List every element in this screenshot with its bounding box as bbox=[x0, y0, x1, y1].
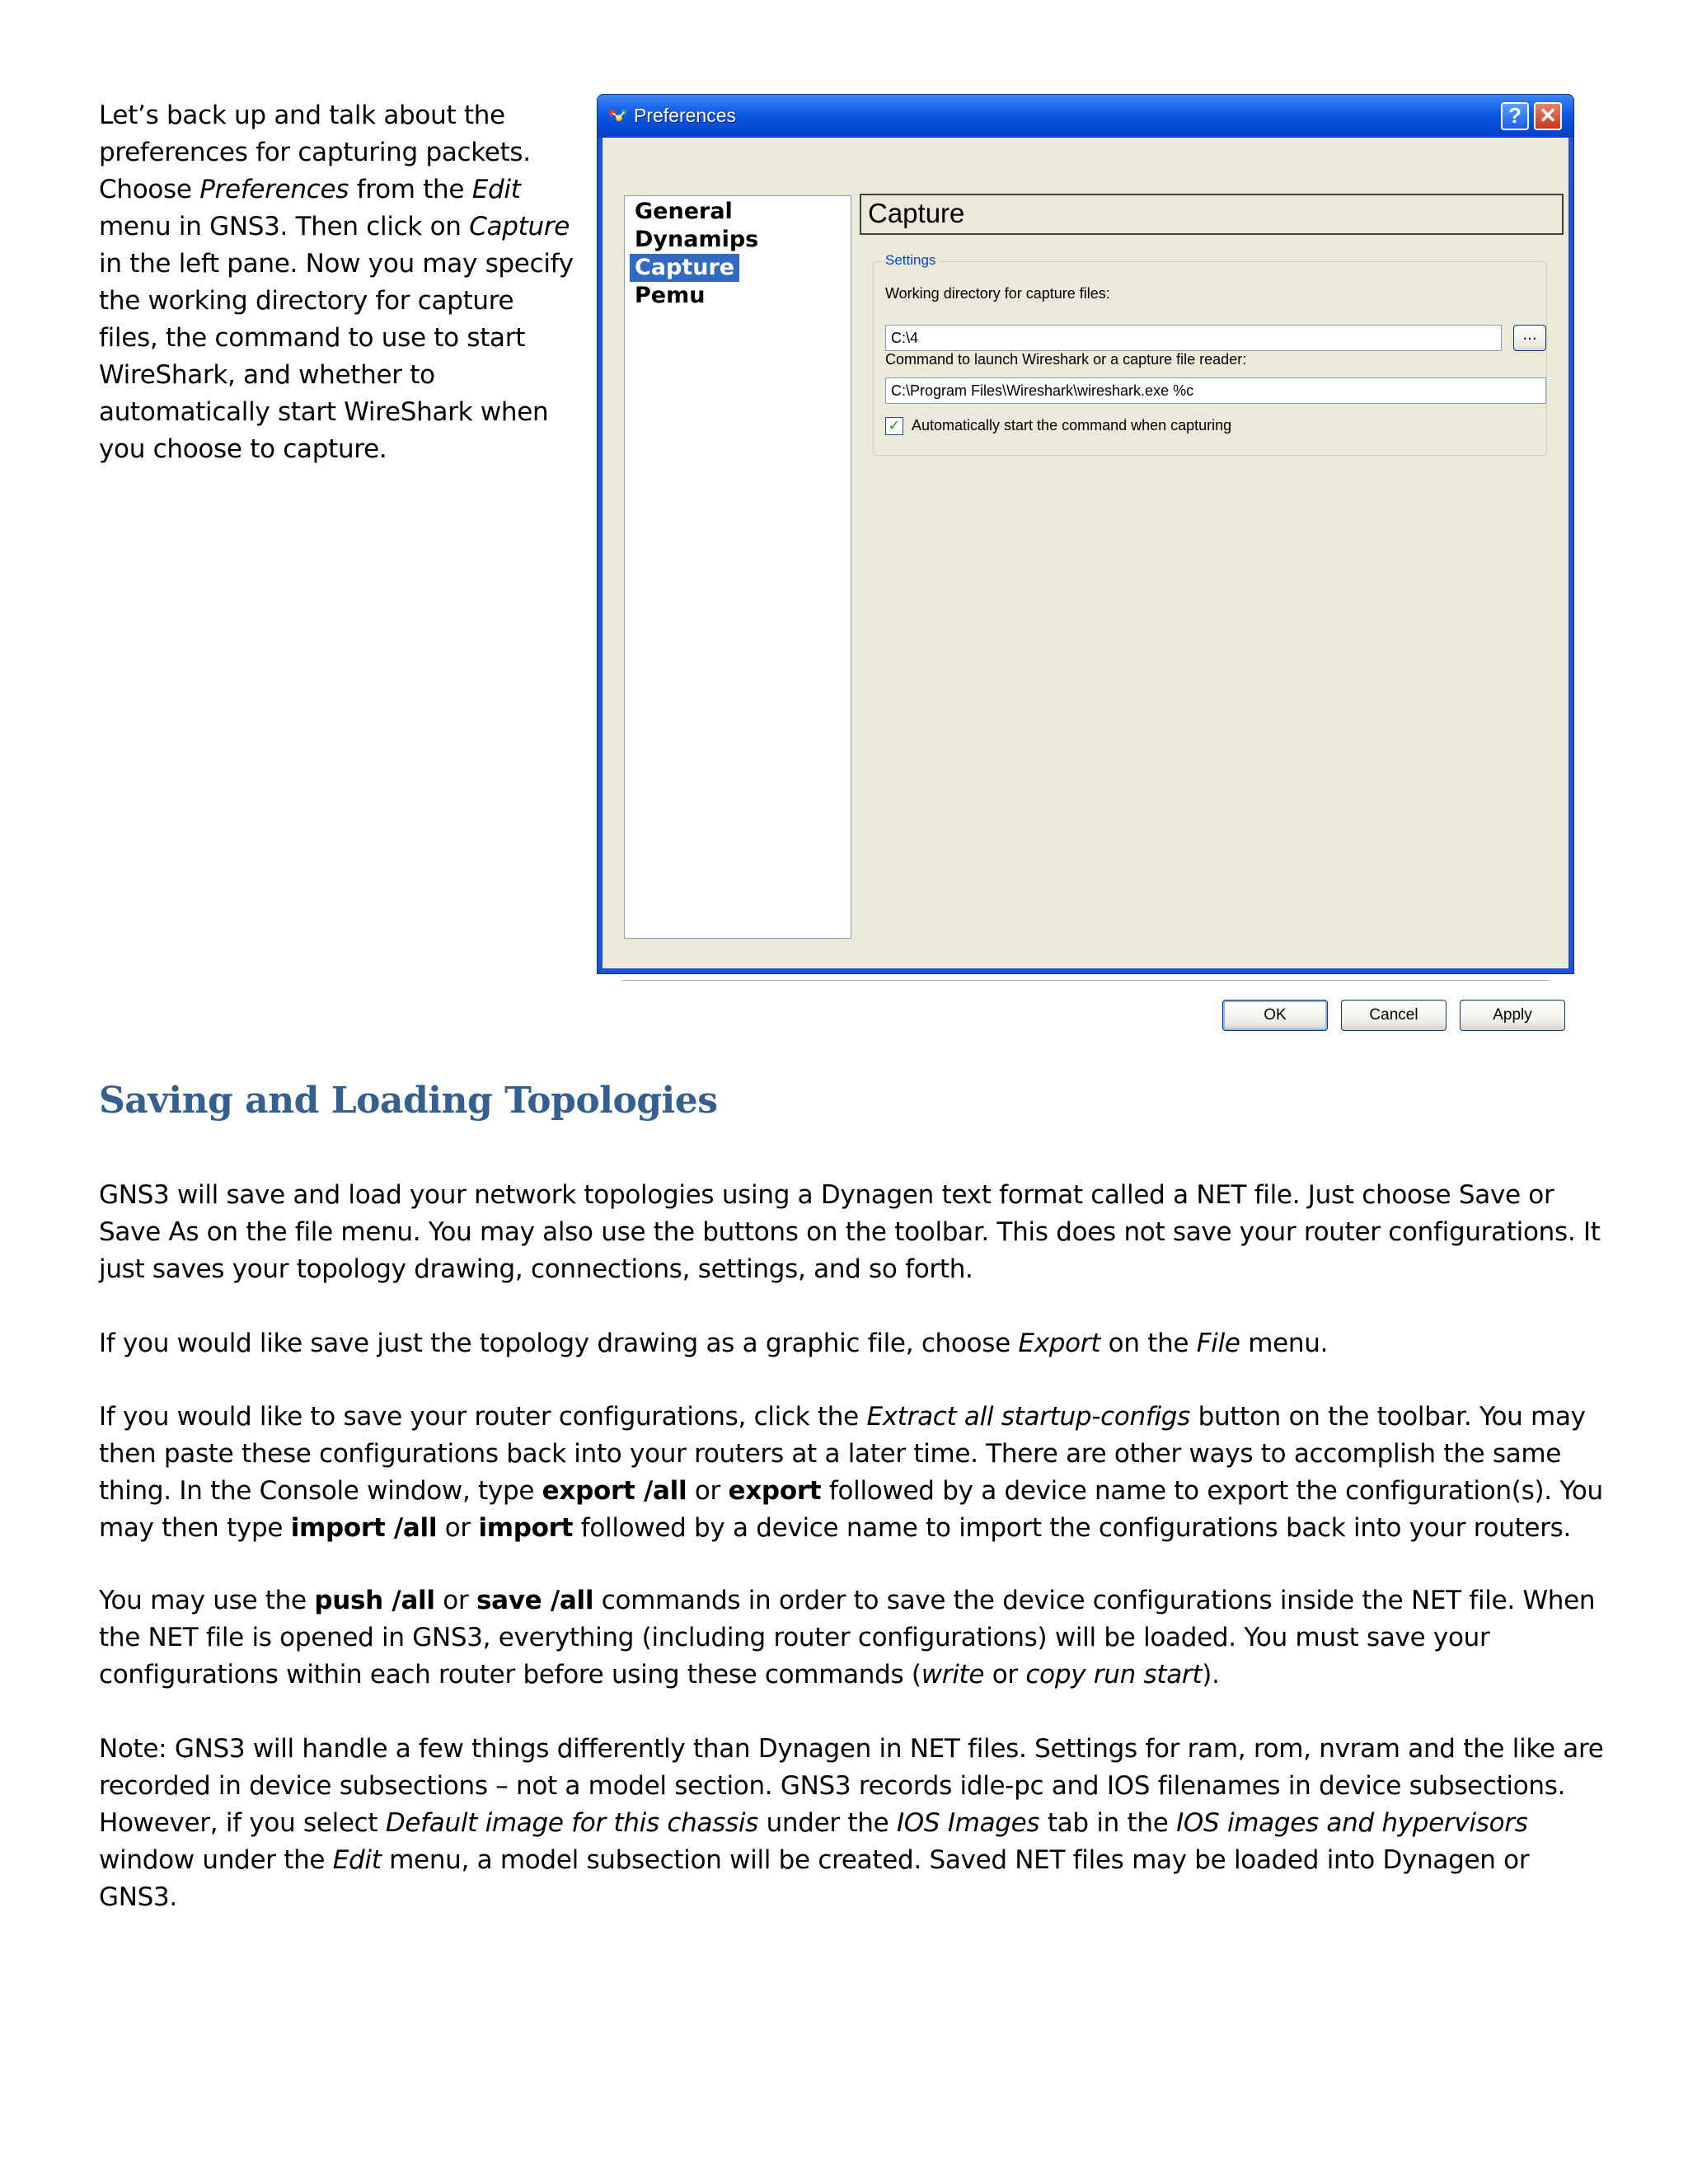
checkmark-icon: ✓ bbox=[888, 417, 901, 434]
paragraph-text: commands in order to save the device configurations inside the NET file. When the NET file is opened in GNS3, everything (including router configurations) will be loaded. You must save your configurations within each router before using these commands ( bbox=[99, 1586, 1596, 1690]
intro-paragraph bbox=[99, 97, 577, 468]
nav-item-dynamips[interactable]: Dynamips bbox=[635, 227, 759, 252]
paragraph-text: ). bbox=[1202, 1660, 1220, 1690]
paragraph-export bbox=[99, 1325, 1607, 1362]
close-icon: ✕ bbox=[1539, 103, 1557, 128]
cancel-button[interactable]: Cancel bbox=[1341, 1000, 1447, 1031]
intro-text: from the bbox=[349, 175, 472, 204]
browse-button[interactable]: ... bbox=[1513, 325, 1546, 351]
workdir-label: Working directory for capture files: bbox=[885, 285, 1110, 302]
paragraph-router-configs bbox=[99, 1399, 1607, 1547]
intro-text: Let’s back up and talk about the preferences for capturing packets. Choose bbox=[99, 101, 531, 204]
paragraph-text: followed by a device name to import the configurations back into your routers. bbox=[573, 1513, 1572, 1543]
paragraph-text: followed by a device name to export the configuration(s). You may then type bbox=[99, 1476, 1603, 1543]
paragraph-text: tab in the bbox=[1039, 1808, 1177, 1838]
paragraph-text: You may use the bbox=[99, 1586, 315, 1615]
paragraph-note bbox=[99, 1731, 1607, 1916]
paragraph-text: on the bbox=[1100, 1329, 1197, 1358]
export-term: Export bbox=[1018, 1329, 1101, 1358]
paragraph-text: or bbox=[984, 1660, 1026, 1690]
ios-images-term: IOS Images bbox=[896, 1808, 1040, 1838]
paragraph-text: If you would like to save your router configurations, click the bbox=[99, 1402, 867, 1432]
copy-run-start-term: copy run start bbox=[1025, 1660, 1203, 1690]
edit-term: Edit bbox=[332, 1845, 382, 1875]
nav-item-capture[interactable]: Capture bbox=[630, 254, 739, 282]
dialog-titlebar[interactable] bbox=[598, 95, 1573, 138]
ok-button[interactable]: OK bbox=[1222, 1000, 1328, 1031]
ios-hypervisors-term: IOS images and hypervisors bbox=[1176, 1808, 1528, 1838]
dialog-title: Preferences bbox=[634, 105, 737, 126]
paragraph-text: menu. bbox=[1240, 1329, 1329, 1358]
section-heading: Saving and Loading Topologies bbox=[99, 1080, 718, 1122]
apply-button[interactable]: Apply bbox=[1460, 1000, 1565, 1031]
paragraph-text: button on the toolbar. You may then paste these configurations back into your routers at a later time. There are other ways to accomplish the same thing. In the Console window, type bbox=[99, 1402, 1586, 1506]
help-button[interactable] bbox=[1501, 102, 1529, 130]
intro-preferences-term: Preferences bbox=[199, 175, 349, 204]
command-import-all: import /all bbox=[290, 1513, 438, 1543]
intro-text: in the left pane. Now you may specify the working directory for capture files, the command to use to start WireShark, and whether to automatically start WireShark when you choose to capture. bbox=[99, 249, 574, 464]
paragraph-text: Note: GNS3 will handle a few things differently than Dynagen in NET files. Settings for ram, rom, nvram and the like are recorded in device subsections – not a model section. GNS3 records idle-pc and IOS filenames in device subsections. However, if you select bbox=[99, 1734, 1604, 1838]
command-input[interactable]: C:\Program Files\Wireshark\wireshark.exe %c bbox=[885, 377, 1546, 404]
paragraph-text: under the bbox=[758, 1808, 897, 1838]
intro-edit-term: Edit bbox=[471, 175, 521, 204]
command-export-all: export /all bbox=[542, 1476, 687, 1506]
intro-text: menu in GNS3. Then click on bbox=[99, 212, 470, 241]
autostart-checkbox[interactable] bbox=[885, 417, 903, 435]
command-push-all: push /all bbox=[314, 1586, 435, 1615]
command-save-all: save /all bbox=[476, 1586, 594, 1615]
help-icon: ? bbox=[1508, 103, 1522, 128]
settings-group-label: Settings bbox=[882, 252, 939, 269]
paragraph-text: or bbox=[687, 1476, 729, 1506]
default-image-term: Default image for this chassis bbox=[385, 1808, 759, 1838]
settings-group bbox=[873, 252, 1547, 456]
preferences-dialog bbox=[597, 94, 1574, 1024]
nav-item-pemu[interactable]: Pemu bbox=[635, 283, 706, 308]
dialog-client-area bbox=[603, 138, 1568, 1024]
paragraph-text: or bbox=[437, 1513, 479, 1543]
preferences-nav-list bbox=[624, 195, 851, 939]
paragraph-text: window under the bbox=[99, 1845, 333, 1875]
paragraph-push-save bbox=[99, 1582, 1607, 1694]
file-term: File bbox=[1196, 1329, 1240, 1358]
preferences-app-icon bbox=[607, 106, 629, 124]
paragraph-text: If you would like save just the topology drawing as a graphic file, choose bbox=[99, 1329, 1019, 1358]
page-title: Capture bbox=[860, 194, 1564, 235]
paragraph-text: menu, a model subsection will be created. Saved NET files may be loaded into Dynagen or GNS3. bbox=[99, 1845, 1530, 1912]
intro-capture-term: Capture bbox=[469, 212, 570, 241]
button-separator bbox=[622, 980, 1549, 982]
write-term: write bbox=[921, 1660, 985, 1690]
autostart-label: Automatically start the command when capturing bbox=[912, 417, 1232, 434]
command-label: Command to launch Wireshark or a capture file reader: bbox=[885, 351, 1247, 368]
paragraph-net-file: GNS3 will save and load your network topologies using a Dynagen text format called a NET file. Just choose Save or Save As on the file menu. You may also use the buttons on the toolbar. This does not save your router configurations. It just saves your topology drawing, connections, settings, and so forth. bbox=[99, 1180, 1601, 1284]
command-import: import bbox=[478, 1513, 574, 1543]
nav-item-general[interactable]: General bbox=[635, 199, 733, 224]
extract-configs-term: Extract all startup-configs bbox=[866, 1402, 1191, 1432]
workdir-input[interactable]: C:\4 bbox=[885, 325, 1502, 351]
close-button[interactable] bbox=[1534, 102, 1562, 130]
command-export: export bbox=[728, 1476, 822, 1506]
paragraph-text: or bbox=[434, 1586, 476, 1615]
